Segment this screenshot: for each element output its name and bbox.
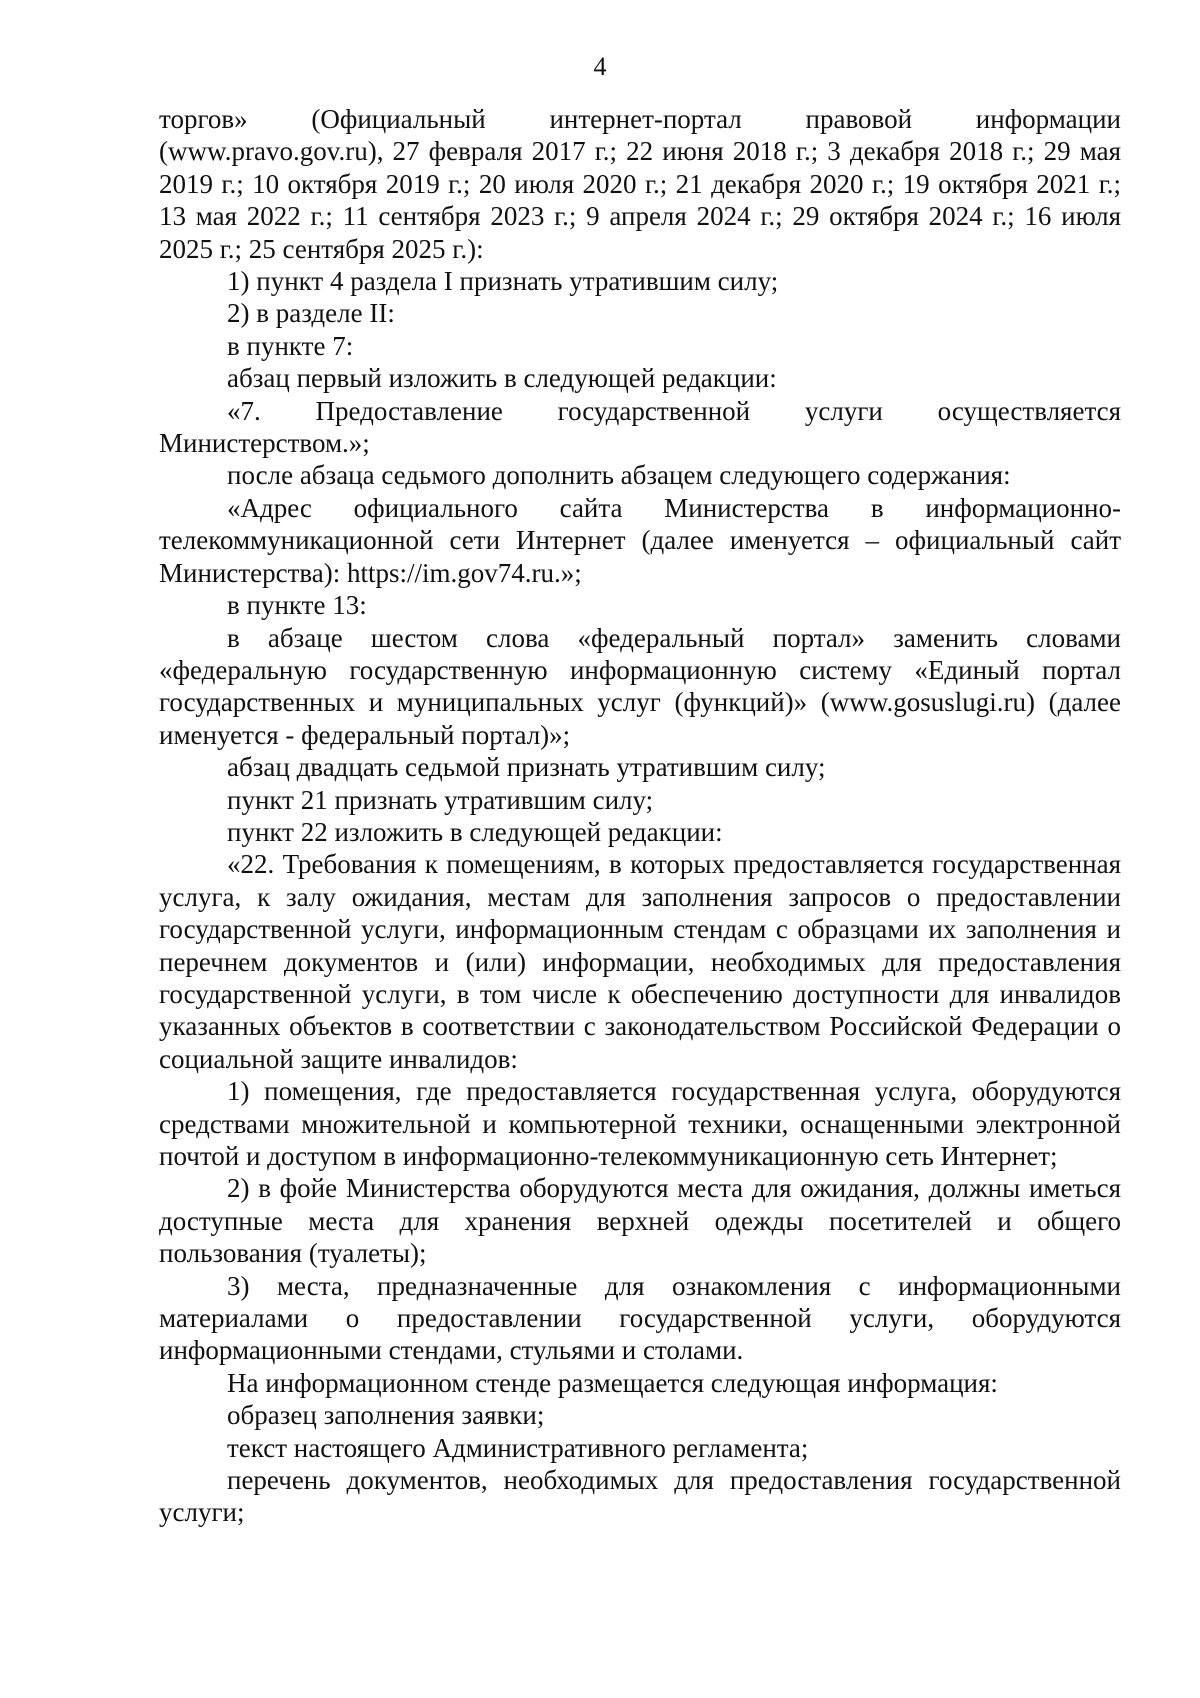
paragraph-27th-abzac: абзац двадцать седьмой признать утратившим силу;: [227, 752, 826, 783]
paragraph-req-3: 3) места, предназначенные для ознакомления с информационными материалами о предоставлении государственной услуги, оборудуются информационными стендами, стульями и столами.: [159, 1270, 1121, 1366]
paragraph-regulation-text: текст настоящего Административного регламента;: [227, 1432, 809, 1463]
paragraph-documents-list: перечень документов, необходимых для предоставления государственной услуги;: [159, 1465, 1121, 1528]
paragraph-sample-form: образец заполнения заявки;: [227, 1400, 545, 1431]
paragraph-item-1: 1) пункт 4 раздела I признать утратившим силу;: [227, 266, 779, 297]
paragraph-first-abzac: абзац первый изложить в следующей редакции:: [227, 363, 777, 394]
paragraph-site-address: «Адрес официального сайта Министерства в информационно-телекоммуникационной сети Интернет (далее именуется – официальный сайт Министерства): https://im.gov74.ru.»;: [159, 492, 1121, 588]
paragraph-sixth-abzac: в абзаце шестом слова «федеральный портал» заменить словами «федеральную государственную информационную систему «Единый портал государственных и муниципальных услуг (функций)» (www.gosuslugi.ru) (далее именуется - федеральный портал)»;: [159, 622, 1121, 750]
page-number: 4: [593, 52, 607, 81]
paragraph-quote-7: «7. Предоставление государственной услуги осуществляется Министерством.»;: [159, 395, 1121, 459]
document-body: [159, 103, 1121, 1529]
paragraph-point-7: в пункте 7:: [227, 330, 354, 361]
paragraph-quote-22: «22. Требования к помещениям, в которых предоставляется государственная услуга, к залу ожидания, местам для заполнения запросов о предоставлении государственной услуги, информационным стендам с образцами их заполнения и перечнем документов и (или) информации, необходимых для предоставления государственной услуги, в том числе к обеспечению доступности для инвалидов указанных объектов в соответствии с законодательством Российской Федерации о социальной защите инвалидов:: [159, 849, 1121, 1074]
paragraph-req-2: 2) в фойе Министерства оборудуются места для ожидания, должны иметься доступные места для хранения верхней одежды посетителей и общего пользования (туалеты);: [159, 1173, 1121, 1269]
paragraph-req-1: 1) помещения, где предоставляется государственная услуга, оборудуются средствами множительной и компьютерной техники, оснащенными электронной почтой и доступом в информационно-телекоммуникационную сеть Интернет;: [159, 1076, 1121, 1171]
paragraph-after-seventh: после абзаца седьмого дополнить абзацем следующего содержания:: [227, 460, 1011, 491]
paragraph-point-13: в пункте 13:: [227, 590, 367, 621]
paragraph-point-22: пункт 22 изложить в следующей редакции:: [227, 816, 723, 847]
paragraph-point-21: пункт 21 признать утратившим силу;: [227, 784, 654, 815]
paragraph-info-stand: На информационном стенде размещается следующая информация:: [227, 1367, 998, 1398]
paragraph-intro-dates: торгов» (Официальный интернет-портал правовой информации (www.pravo.gov.ru), 27 февраля 2017 г.; 22 июня 2018 г.; 3 декабря 2018 г.; 29 мая 2019 г.; 10 октября 2019 г.; 20 июля 2020 г.; 21 декабря 2020 г.; 19 октября 2021 г.; 13 мая 2022 г.; 11 сентября 2023 г.; 9 апреля 2024 г.; 29 октября 2024 г.; 16 июля 2025 г.; 25 сентября 2025 г.):: [159, 104, 1121, 264]
paragraph-item-2: 2) в разделе II:: [227, 298, 395, 329]
